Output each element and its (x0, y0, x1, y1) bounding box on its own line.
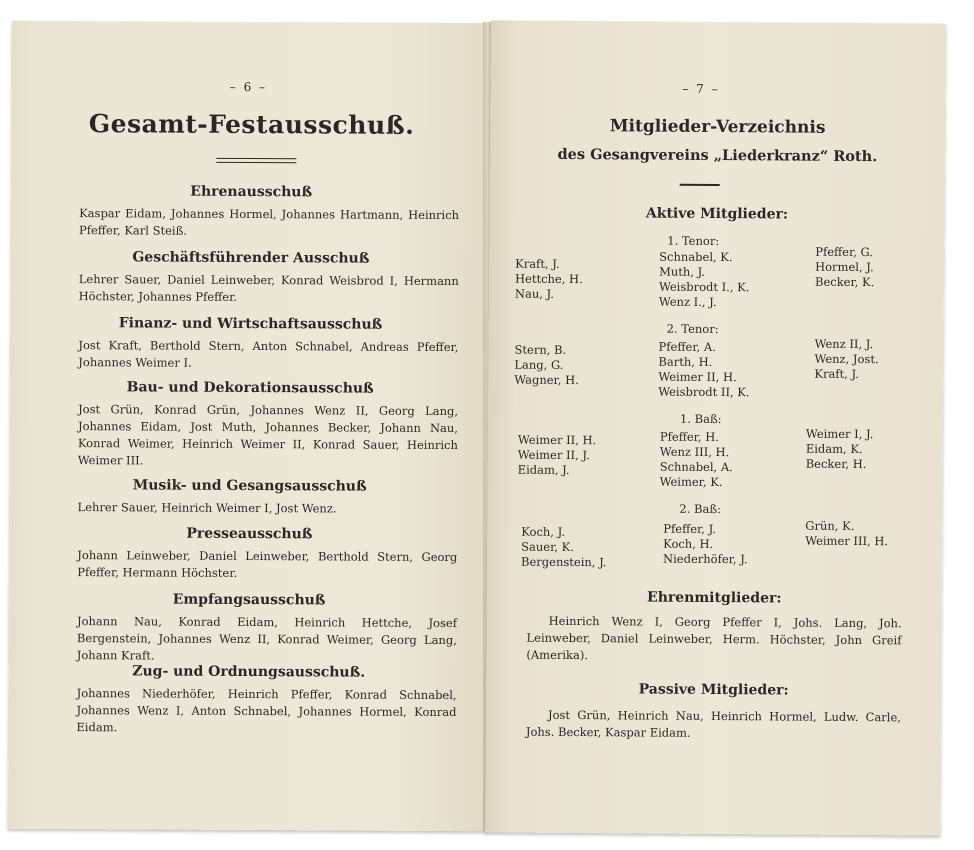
page-number: – 7 – (682, 81, 720, 97)
member-name: Kraft, J. (515, 256, 560, 271)
honorary-members-list: Heinrich Wenz I, Georg Pfeffer I, Johs. Lang, Joh. Leinweber, Daniel Leinweber, Herm. Höchster, John Greif (Amerika). (526, 613, 902, 663)
right-page (485, 20, 946, 835)
member-name: Weimer III, H. (805, 533, 889, 549)
title-rule-bottom (216, 162, 296, 163)
section-heading: Geschäftsführender Ausschuß (132, 249, 370, 267)
member-name: Weimer II, H. (658, 369, 737, 385)
member-name: Hormel, J. (815, 259, 874, 275)
member-name: Stern, B. (514, 342, 567, 357)
member-name: Schnabel, A. (659, 459, 733, 475)
title-rule-top (216, 158, 296, 159)
section-heading: Presseausschuß (186, 525, 313, 543)
member-name: Wenz III, H. (659, 444, 730, 460)
voice-label: 1. Baß: (680, 411, 722, 427)
section-body: Johann Leinweber, Daniel Leinweber, Berthold Stern, Georg Pfeffer, Hermann Höchster. (77, 548, 458, 580)
member-name: Sauer, K. (521, 539, 574, 555)
member-name: Niederhöfer, J. (663, 551, 748, 567)
section-body: Lehrer Sauer, Heinrich Weimer I, Jost Wenz. (77, 500, 337, 516)
member-name: Weimer, K. (659, 474, 723, 490)
member-column-right (814, 337, 879, 382)
section-body: Johannes Niederhöfer, Heinrich Pfeffer, Konrad Schnabel, Johannes Wenz I, Anton Schnabel, Johannes Hormel, Konrad Eidam. (76, 686, 457, 735)
page-title: Gesamt-Festausschuß. (88, 109, 415, 140)
section-heading: Bau- und Dekorationsausschuß (126, 379, 374, 397)
member-name: Becker, K. (814, 274, 875, 290)
section-body: Jost Kraft, Berthold Stern, Anton Schnabel, Andreas Pfeffer, Johannes Weimer I. (78, 338, 459, 370)
member-column-right (815, 245, 875, 290)
honorary-members-heading: Ehrenmitglieder: (647, 589, 782, 607)
member-column-middle (660, 430, 734, 491)
page-subtitle: des Gesangvereins „Liederkranz“ Roth. (557, 145, 878, 166)
member-name: Hettche, H. (514, 271, 583, 287)
member-name: Kraft, J. (814, 366, 859, 381)
member-name: Lang, G. (514, 357, 564, 372)
member-column-middle (658, 340, 750, 401)
voice-label: 1. Tenor: (667, 233, 720, 249)
member-name: Weisbrodt II, K. (658, 384, 750, 400)
section-body: Lehrer Sauer, Daniel Leinweber, Konrad Weisbrod I, Hermann Höchster, Johannes Pfeffer. (78, 272, 459, 304)
member-name: Becker, H. (805, 456, 867, 472)
section-body: Johann Nau, Konrad Eidam, Heinrich Hettche, Josef Bergenstein, Johannes Wenz II, Konrad Weimer, Georg Lang, Johann Kraft. (76, 614, 458, 663)
member-name: Schnabel, K. (659, 249, 733, 265)
member-name: Pfeffer, H. (659, 429, 720, 445)
section-body: Jost Grün, Konrad Grün, Johannes Wenz II, Georg Lang, Johannes Eidam, Jost Muth, Johannes Becker, Johann Nau, Konrad Weimer, Heinrich Weimer II, Konrad Sauer, Heinrich Weimer III. (77, 402, 459, 468)
voice-label: 2. Baß: (679, 501, 721, 517)
page-number: – 6 – (229, 79, 268, 95)
section-heading: Musik- und Gesangsausschuß (132, 477, 367, 495)
member-column-right (806, 427, 874, 472)
active-members-heading: Aktive Mitglieder: (645, 205, 789, 223)
section-heading: Empfangsausschuß (172, 591, 326, 609)
member-name: Pfeffer, A. (658, 339, 716, 355)
title-rule (680, 184, 720, 186)
member-name: Pfeffer, J. (663, 521, 717, 537)
member-name: Grün, K. (805, 518, 855, 533)
member-column-left (514, 343, 579, 388)
member-name: Eidam, K. (805, 441, 863, 457)
member-name: Wagner, H. (514, 372, 579, 388)
member-name: Pfeffer, G. (815, 244, 874, 260)
member-name: Barth, H. (658, 354, 713, 369)
member-name: Wenz, Jost. (814, 351, 879, 367)
page-title: Mitglieder-Verzeichnis (609, 116, 826, 138)
left-page (8, 21, 492, 832)
section-heading: Ehrenausschuß (190, 183, 313, 201)
member-column-middle (663, 522, 748, 568)
member-name: Koch, H. (663, 536, 714, 551)
member-name: Weisbrodt I., K. (658, 279, 750, 295)
member-column-left (515, 257, 583, 302)
member-column-right (805, 519, 888, 550)
passive-members-heading: Passive Mitglieder: (638, 681, 789, 699)
member-name: Muth, J. (659, 264, 706, 279)
voice-label: 2. Tenor: (666, 321, 719, 337)
member-name: Eidam, J. (517, 462, 570, 477)
member-name: Wenz I., J. (658, 294, 717, 310)
member-column-left (518, 433, 597, 479)
member-name: Nau, J. (514, 286, 554, 301)
section-heading: Zug- und Ordnungsausschuß. (132, 663, 366, 681)
member-column-left (521, 525, 607, 571)
member-name: Weimer II, J. (517, 447, 590, 463)
member-name: Bergenstein, J. (521, 554, 607, 570)
member-column-middle (659, 250, 750, 311)
member-name: Weimer I, J. (805, 426, 874, 442)
member-name: Koch, J. (521, 524, 566, 539)
member-name: Wenz II, J. (814, 336, 874, 352)
passive-members-list: Jost Grün, Heinrich Nau, Heinrich Hormel, Ludw. Carle, Johs. Becker, Kaspar Eidam. (525, 707, 902, 740)
section-body: Kaspar Eidam, Johannes Hormel, Johannes Hartmann, Heinrich Pfeffer, Karl Steiß. (78, 206, 460, 238)
section-heading: Finanz- und Wirtschaftsausschuß (118, 315, 383, 333)
member-name: Weimer II, H. (517, 432, 597, 448)
